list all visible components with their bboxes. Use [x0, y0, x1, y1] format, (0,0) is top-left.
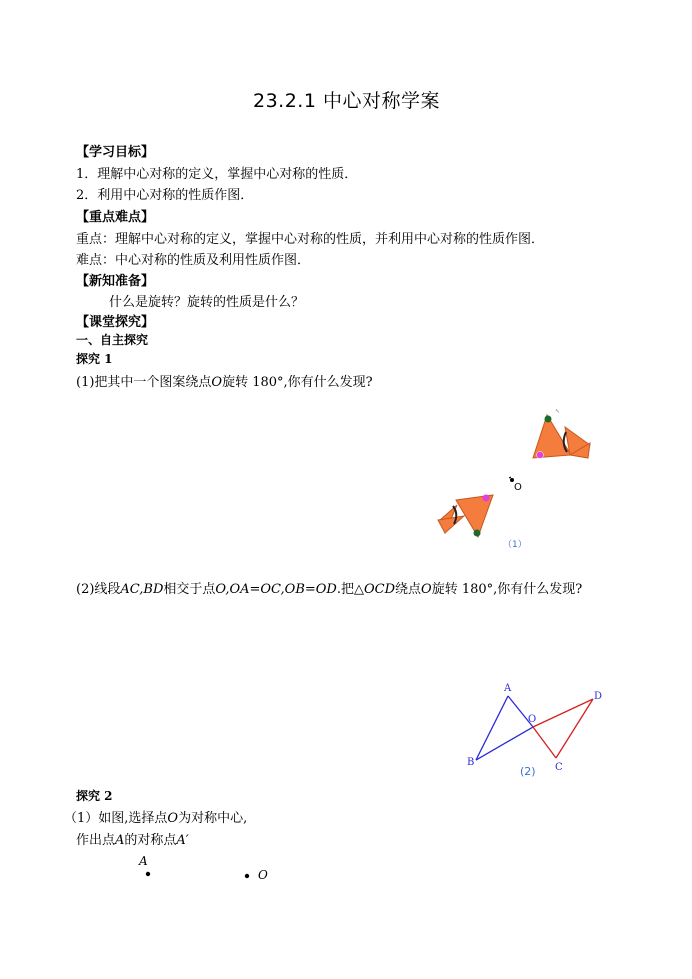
figure-1-caption: （1）: [503, 540, 527, 550]
difficulty: 难点：中心对称的性质及利用性质作图．: [76, 253, 311, 268]
page-title: 23.2.1 中心对称学案: [253, 90, 440, 112]
figure-3-label-a: A: [139, 854, 148, 868]
figure-1-center-label: O: [514, 482, 522, 493]
key-header: 【重点难点】: [76, 210, 155, 225]
explore-2-heading: 探究 2: [76, 789, 113, 803]
point-a: [146, 872, 150, 876]
figure-2-label-c: C: [555, 762, 563, 773]
prep-question: 什么是旋转？旋转的性质是什么？: [109, 295, 305, 310]
figure-3-label-o: O: [258, 868, 268, 882]
goal-2: 2．利用中心对称的性质作图．: [76, 188, 254, 203]
figure-2-label-o: O: [528, 714, 537, 725]
figure-2-label-b: B: [467, 757, 475, 768]
explore-1-question-2: (2)线段AC,BD相交于点O,OA=OC,OB=OD.把△OCD绕点O旋转 180°,你有什么发现?: [76, 582, 583, 597]
svg-text:↖: ↖: [555, 408, 561, 415]
explore-2-question-1-line-2: 作出点A的对称点A′: [76, 833, 189, 848]
prep-header: 【新知准备】: [76, 274, 155, 289]
goal-1: 1．理解中心对称的定义，掌握中心对称的性质．: [76, 167, 358, 182]
key-point: 重点：理解中心对称的定义，掌握中心对称的性质，并利用中心对称的性质作图．: [76, 232, 545, 247]
part-one-heading: 一、自主探究: [76, 333, 149, 347]
goals-header: 【学习目标】: [76, 145, 155, 160]
figure-2-label-a: A: [504, 683, 512, 694]
point-o: [245, 874, 249, 878]
class-header: 【课堂探究】: [76, 315, 155, 330]
explore-1-heading: 探究 1: [76, 352, 113, 366]
explore-1-question-1: (1)把其中一个图案绕点O旋转 180°,你有什么发现?: [76, 375, 373, 390]
figure-2-caption: (2): [520, 765, 536, 778]
figure-2-label-d: D: [594, 691, 603, 702]
explore-2-question-1: （1）如图,选择点O为对称中心,: [64, 811, 248, 826]
